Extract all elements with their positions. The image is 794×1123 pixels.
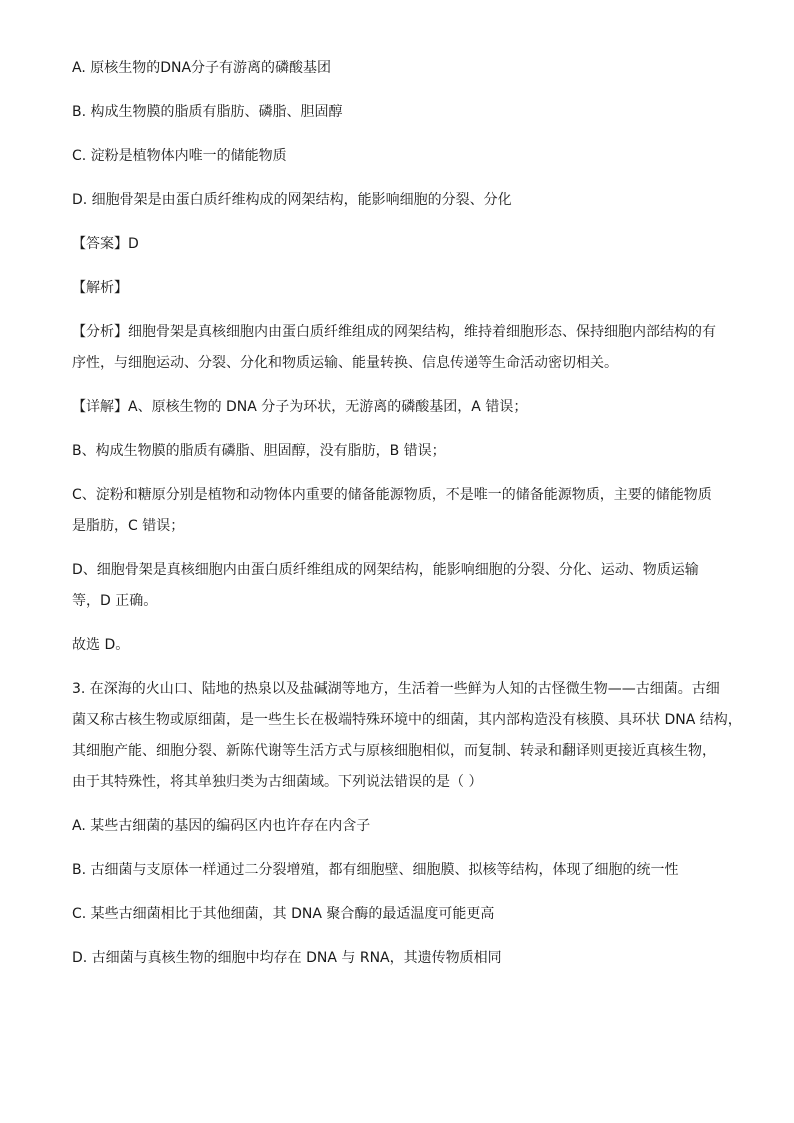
analysis-label: 【解析】 (72, 280, 128, 296)
xiangjie-line-d1: D、细胞骨架是真核细胞内由蛋白质纤维组成的网架结构，能影响细胞的分裂、分化、运动、物质运输 (72, 562, 699, 578)
q3-option-b: B. 古细菌与支原体一样通过二分裂增殖，都有细胞壁、细胞膜、拟核等结构，体现了细胞的统一性 (72, 862, 679, 878)
q3-stem-line-4: 由于其特殊性，将其单独归类为古细菌域。下列说法错误的是（ ） (72, 774, 483, 790)
fenxi-line-1 (72, 322, 728, 342)
q2-option-c: C. 淀粉是植物体内唯一的储能物质 (72, 148, 287, 164)
xiangjie-line-b: B、构成生物膜的脂质有磷脂、胆固醇，没有脂肪，B 错误； (72, 443, 446, 459)
fenxi-text-1: 细胞骨架是真核细胞内由蛋白质纤维组成的网架结构，维持着细胞形态、保持细胞内部结构的有 (128, 324, 716, 340)
fenxi-label: 【分析】 (72, 324, 128, 340)
xiangjie-text-a: A、原核生物的 DNA 分子为环状，无游离的磷酸基团，A 错误； (128, 399, 528, 415)
xiangjie-line-c2: 是脂肪，C 错误； (72, 518, 185, 534)
fenxi-line-2: 序性，与细胞运动、分裂、分化和物质运输、能量转换、信息传递等生命活动密切相关。 (72, 355, 618, 371)
conclusion-line: 故选 D。 (72, 637, 130, 653)
answer-value: D (128, 236, 139, 252)
q2-option-d: D. 细胞骨架是由蛋白质纤维构成的网架结构，能影响细胞的分裂、分化 (72, 192, 512, 208)
xiangjie-line-a (72, 397, 728, 417)
q3-stem-line-1: 3. 在深海的火山口、陆地的热泉以及盐碱湖等地方，生活着一些鲜为人知的古怪微生物——古细菌。古细 (72, 681, 720, 697)
q2-option-b: B. 构成生物膜的脂质有脂肪、磷脂、胆固醇 (72, 104, 343, 120)
q3-stem-line-2: 菌又称古核生物或原细菌，是一些生长在极端特殊环境中的细菌，其内部构造没有核膜、具环状 DNA 结构， (72, 712, 742, 728)
xiangjie-label: 【详解】 (72, 399, 128, 415)
q3-option-c: C. 某些古细菌相比于其他细菌，其 DNA 聚合酶的最适温度可能更高 (72, 906, 495, 922)
xiangjie-line-c1: C、淀粉和糖原分别是植物和动物体内重要的储备能源物质，不是唯一的储备能源物质，主要的储能物质 (72, 487, 712, 503)
answer-line (72, 234, 728, 254)
document-page (72, 58, 742, 968)
q3-stem-line-3: 其细胞产能、细胞分裂、新陈代谢等生活方式与原核细胞相似，而复制、转录和翻译则更接近真核生物， (72, 743, 716, 759)
xiangjie-line-d2: 等，D 正确。 (72, 593, 158, 609)
answer-label: 【答案】 (72, 236, 128, 252)
q2-option-a: A. 原核生物的DNA分子有游离的磷酸基团 (72, 60, 332, 76)
q3-option-d: D. 古细菌与真核生物的细胞中均存在 DNA 与 RNA，其遗传物质相同 (72, 950, 502, 966)
q3-option-a: A. 某些古细菌的基因的编码区内也许存在内含子 (72, 818, 371, 834)
